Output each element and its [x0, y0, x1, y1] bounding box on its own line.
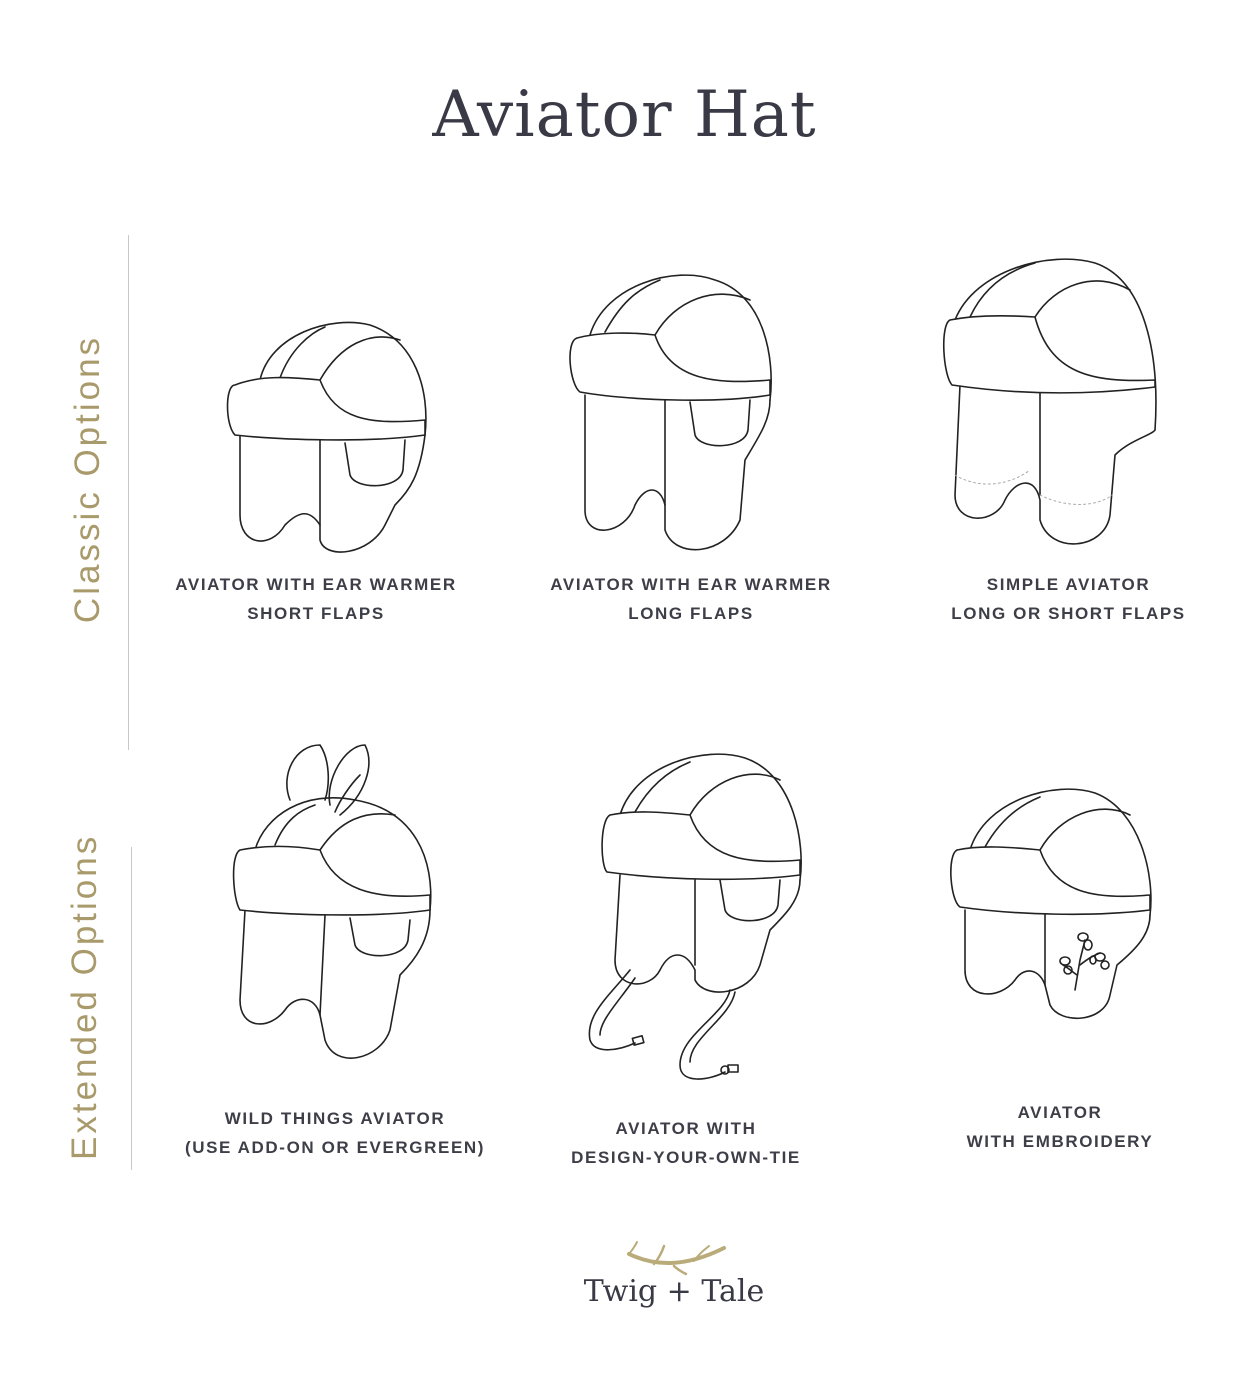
embroidery-flower-icon	[1060, 933, 1109, 990]
aviator-ear-warmer-short-flaps-icon	[220, 315, 440, 560]
aviator-with-tie-icon	[585, 750, 815, 1095]
hat-caption: AVIATOR WITH DESIGN-YOUR-OWN-TIE	[571, 1119, 801, 1167]
brand-name: Twig + Tale	[583, 1274, 765, 1309]
wild-things-aviator-icon	[225, 740, 445, 1070]
hat-caption: AVIATOR WITH EAR WARMER LONG FLAPS	[550, 575, 832, 623]
classic-section-divider	[128, 235, 129, 750]
hat-caption: AVIATOR WITH EMBROIDERY	[966, 1103, 1154, 1151]
aviator-embroidery-icon	[945, 785, 1160, 1030]
simple-aviator-icon	[940, 255, 1165, 555]
extended-options-label: Extended Options	[65, 833, 104, 1160]
classic-options-label: Classic Options	[68, 334, 107, 624]
hat-caption: SIMPLE AVIATOR LONG OR SHORT FLAPS	[951, 575, 1186, 623]
page-title: Aviator Hat	[432, 78, 817, 152]
hat-caption: AVIATOR WITH EAR WARMER SHORT FLAPS	[175, 575, 457, 623]
extended-section-divider	[131, 847, 132, 1170]
brand-logo	[574, 1236, 774, 1326]
aviator-ear-warmer-long-flaps-icon	[565, 270, 785, 560]
hat-caption: WILD THINGS AVIATOR (USE ADD-ON OR EVERGREEN)	[184, 1109, 486, 1157]
